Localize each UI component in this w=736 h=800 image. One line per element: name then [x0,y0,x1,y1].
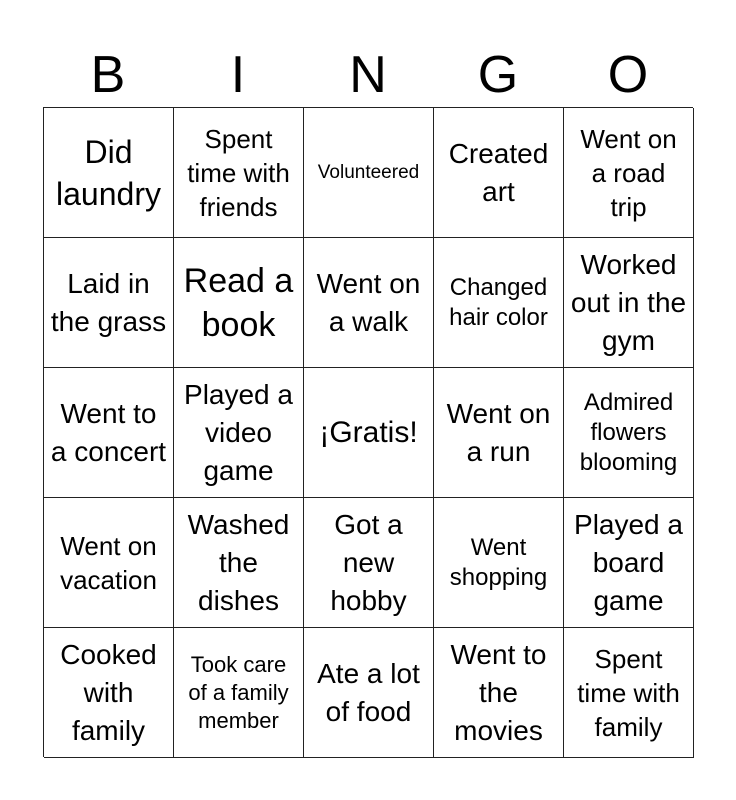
header-letter-n: N [349,46,387,104]
bingo-cell[interactable] [174,368,304,498]
cell-text: Played a board game [574,508,683,616]
cell-text: Laid in the grass [50,267,167,337]
bingo-cell[interactable] [304,238,434,368]
cell-text: Went shopping [449,533,548,591]
cell-text: Spent time with family [577,643,680,742]
cell-text: Got a new hobby [330,508,407,616]
bingo-cell[interactable] [434,368,564,498]
cell-text: Changed hair color [449,273,548,331]
bingo-board [43,107,693,757]
cell-text: Took care of a family member [188,651,289,733]
cell-text: Went to a concert [50,397,167,467]
bingo-cell[interactable] [564,108,694,238]
cell-text: Admired flowers blooming [579,388,678,476]
free-space-cell[interactable] [304,368,434,498]
bingo-cell[interactable] [564,238,694,368]
bingo-cell[interactable] [174,108,304,238]
cell-text: Washed the dishes [187,508,290,616]
bingo-cell[interactable] [434,628,564,758]
bingo-cell[interactable] [564,628,694,758]
cell-text: Went on a run [446,397,551,467]
cell-text: Did laundry [56,133,161,212]
bingo-cell[interactable] [304,108,434,238]
bingo-cell[interactable] [434,238,564,368]
cell-text: Volunteered [317,161,420,183]
bingo-cell[interactable] [44,108,174,238]
bingo-cell[interactable] [174,238,304,368]
bingo-cell[interactable] [304,498,434,628]
bingo-cell[interactable] [44,368,174,498]
bingo-cell[interactable] [44,628,174,758]
cell-text: Went to the movies [450,638,547,746]
cell-text: Went on a walk [316,267,421,337]
header-letter-o: O [607,46,649,104]
cell-text: Spent time with friends [187,123,290,222]
cell-text: Worked out in the gym [570,248,687,356]
cell-text: Created art [448,137,549,207]
header-letter-g: G [477,46,519,104]
bingo-cell[interactable] [434,498,564,628]
cell-text: Read a book [183,261,294,344]
bingo-header [43,44,693,106]
cell-text: Cooked with family [60,638,157,746]
bingo-cell[interactable] [174,628,304,758]
bingo-cell[interactable] [564,368,694,498]
cell-text: Played a video game [184,378,293,486]
bingo-cell[interactable] [564,498,694,628]
header-letter-b: B [90,46,126,104]
bingo-cell[interactable] [44,238,174,368]
bingo-cell[interactable] [434,108,564,238]
cell-text: Went on vacation [60,530,157,595]
bingo-cell[interactable] [174,498,304,628]
bingo-cell[interactable] [44,498,174,628]
bingo-cell[interactable] [304,628,434,758]
header-letter-i: I [230,46,246,104]
cell-text: Went on a road trip [580,123,677,222]
free-space-text: ¡Gratis! [319,415,418,449]
cell-text: Ate a lot of food [317,657,420,727]
